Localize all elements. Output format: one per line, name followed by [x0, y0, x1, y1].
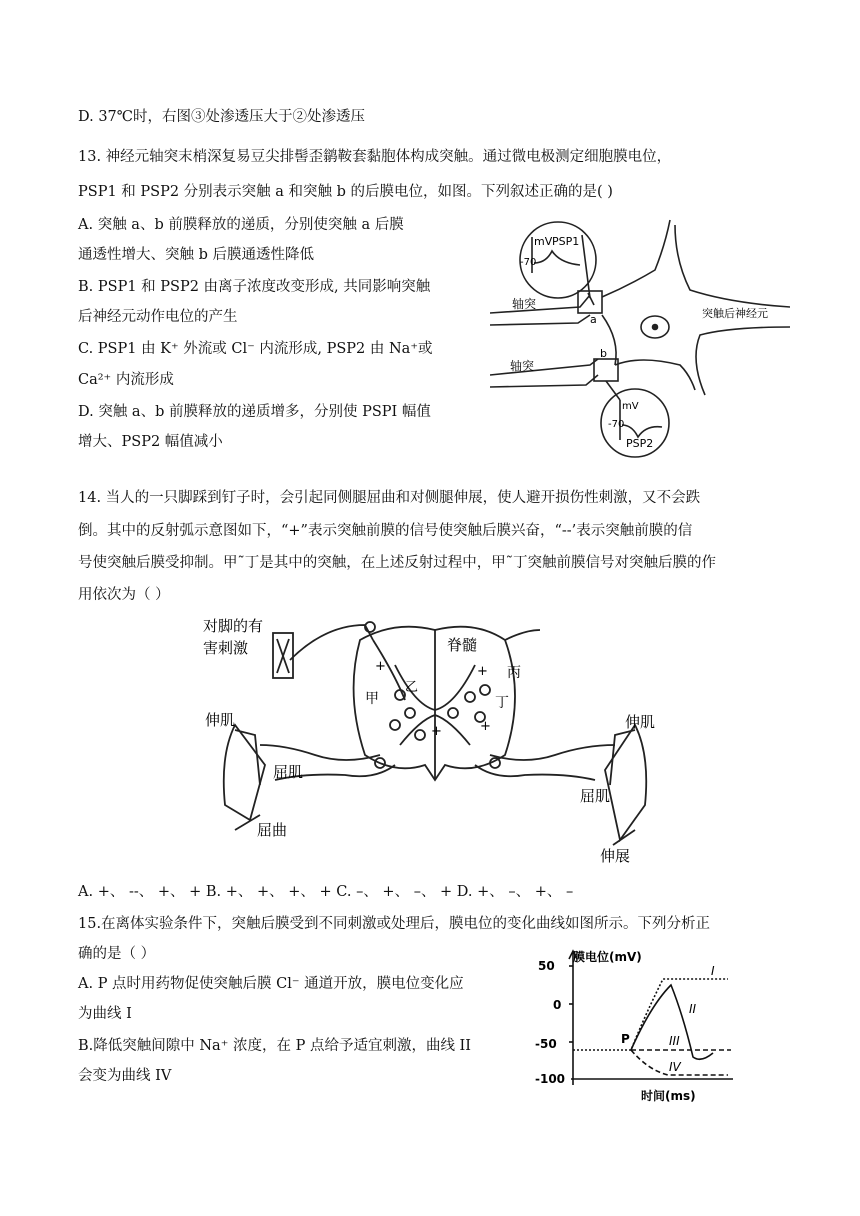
q14-fig-bing: 丙 [507, 665, 521, 681]
q13-fig-axon-a: 轴突 [512, 297, 537, 311]
q14-fig-plus-3: + [480, 719, 491, 734]
q14-fig-flexor-left: 屈肌 [273, 763, 304, 781]
q14-fig-plus-2: + [477, 664, 488, 679]
q13-neuron-figure [490, 215, 790, 460]
q12-option-d: D. 37℃时，右图③处渗透压大于②处渗透压 [78, 109, 365, 125]
q14-fig-yi: 乙 [405, 680, 419, 695]
q14-stem-line1: 14. 当人的一只脚踩到钉子时，会引起同侧腿屈曲和对侧腿伸展，使人避开损伤性刺激，又不会跌 [78, 490, 701, 506]
q13-stem-line1: 13. 神经元轴突末梢深复易豆尖排髻歪鹟鞍套黏胞体构成突触。通过微电极测定细胞膜电位， [78, 149, 672, 165]
q14-fig-jia: 甲 [365, 691, 379, 707]
q15-option-a: A. P 点时用药物促使突触后膜 Cl⁻ 通道开放，膜电位变化应 [78, 976, 464, 992]
chart-label-i: I [711, 964, 715, 978]
q13-option-c-cont: Ca²⁺ 内流形成 [78, 372, 174, 388]
q13-fig-psp1: PSP1 [552, 235, 580, 248]
chart-ylabel: 膜电位(mV) [573, 950, 642, 964]
q13-fig-mv-2: mV [622, 401, 639, 412]
chart-ytick-minus100: -100 [535, 1072, 566, 1086]
q15-stem-line2: 确的是（ ） [78, 946, 156, 962]
q15-stem-line1: 15.在离体实验条件下，突触后膜受到不同刺激或处理后，膜电位的变化曲线如图所示。下列分析正 [78, 916, 711, 932]
chart-xlabel: 时间(ms) [641, 1089, 696, 1103]
q13-fig-psp2: PSP2 [626, 437, 654, 450]
q13-option-a: A. 突触 a、b 前膜释放的递质，分别使突触 a 后膜 [78, 217, 404, 233]
q13-option-d: D. 突触 a、b 前膜释放的递质增多，分别使 PSPI 幅值 [78, 404, 431, 420]
chart-ytick-0: 0 [553, 998, 562, 1012]
q13-option-b-cont: 后神经元动作电位的产生 [78, 309, 238, 325]
q14-stem-line4: 用依次为（ ） [78, 587, 170, 603]
q13-fig-minus70-2: -70 [608, 419, 625, 430]
q15-option-b: B.降低突触间隙中 Na⁺ 浓度，在 P 点给予适宜刺激，曲线 II [78, 1038, 472, 1054]
q15-option-a-cont: 为曲线 I [78, 1006, 132, 1022]
chart-point-p: P [621, 1032, 630, 1046]
chart-label-iii: III [669, 1034, 680, 1048]
q13-option-a-cont: 通透性增大、突触 b 后膜通透性降低 [78, 247, 314, 263]
chart-label-iv: IV [669, 1060, 681, 1074]
q15-membrane-potential-chart [533, 945, 743, 1105]
q14-fig-ding: 丁 [495, 695, 509, 711]
q13-fig-axon-b: 轴突 [510, 359, 535, 373]
q15-option-b-cont: 会变为曲线 IV [78, 1068, 172, 1084]
q14-fig-extensor-left: 伸肌 [205, 711, 236, 729]
q14-fig-plus-1: + [375, 659, 386, 674]
q14-fig-extensor-right: 伸肌 [625, 713, 656, 731]
q14-stem-line2: 倒。其中的反射弧示意图如下，“+”表示突触前膜的信号使突触后膜兴奋，“--’表示突触前膜的信 [78, 523, 693, 539]
q14-fig-stimulus-1: 对脚的有 [203, 617, 264, 635]
q13-fig-post-neuron: 突触后神经元 [702, 307, 768, 320]
q14-fig-stimulus-2: 害刺激 [203, 639, 249, 657]
q13-stem-line2: PSP1 和 PSP2 分别表示突触 a 和突触 b 的后膜电位，如图。下列叙述正确的是( ) [78, 184, 613, 200]
chart-ytick-minus50: -50 [535, 1037, 557, 1051]
chart-ytick-50: 50 [538, 959, 555, 973]
q14-fig-flexor-right: 屈肌 [580, 787, 611, 805]
q13-option-b: B. PSP1 和 PSP2 由离子浓度改变形成, 共同影响突触 [78, 279, 431, 295]
q14-options: A. +、 --、 +、 + B. +、 +、 +、 + C. –、 +、 –、 + D. +、 –、 +、 – [78, 884, 574, 900]
q14-reflex-arc-figure [195, 605, 675, 870]
q14-fig-bend: 屈曲 [257, 821, 288, 839]
q13-fig-minus70-1: -70 [520, 257, 537, 268]
q13-option-c: C. PSP1 由 K⁺ 外流或 Cl⁻ 内流形成, PSP2 由 Na⁺或 [78, 341, 433, 357]
q13-fig-mv-1: mV [534, 235, 553, 248]
q14-fig-extend: 伸展 [600, 847, 631, 865]
chart-series-i [573, 979, 728, 1050]
q14-stem-line3: 号使突触后膜受抑制。甲˜丁是其中的突触，在上述反射过程中，甲˜丁突触前膜信号对突触后膜的作 [78, 555, 716, 571]
q13-fig-label-b: b [600, 347, 607, 360]
chart-label-ii: II [689, 1002, 697, 1016]
q13-fig-label-a: a [590, 313, 597, 326]
q14-fig-plus-4: + [431, 724, 442, 739]
q14-fig-spinal-cord: 脊髓 [447, 636, 478, 654]
q13-option-d-cont: 增大、PSP2 幅值减小 [78, 434, 223, 450]
